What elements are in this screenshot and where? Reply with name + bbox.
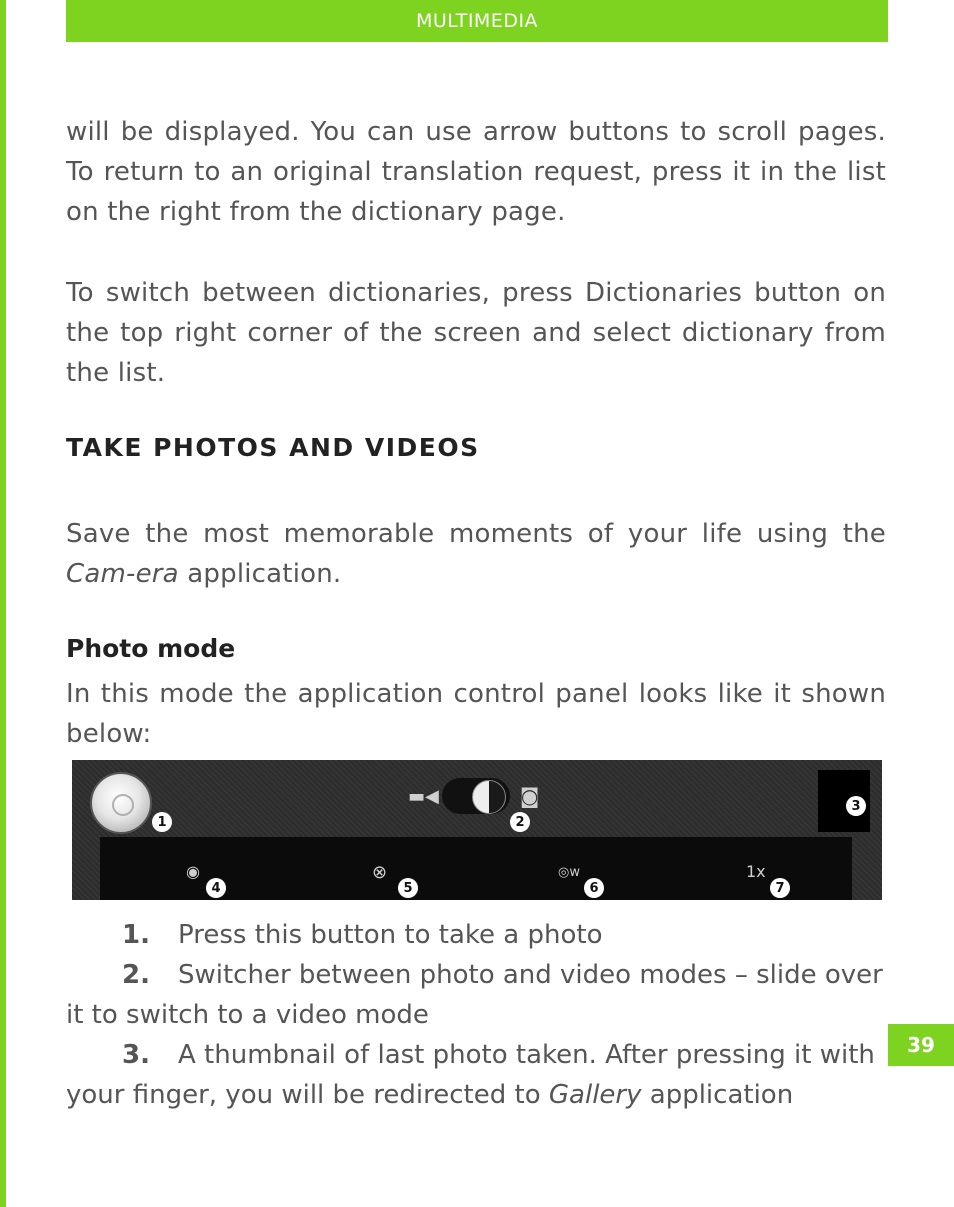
zoom-level-label: 1x bbox=[746, 862, 766, 881]
callout-badge-6: 6 bbox=[584, 878, 604, 898]
list-item-2-continuation: it to switch to a video mode bbox=[66, 1000, 429, 1030]
section-heading: TAKE PHOTOS AND VIDEOS bbox=[66, 433, 480, 462]
white-balance-icon: ◎w bbox=[558, 865, 580, 880]
list-text: Switcher between photo and video modes – slide over bbox=[178, 960, 883, 990]
callout-badge-2: 2 bbox=[510, 812, 530, 832]
list-text: A thumbnail of last photo taken. After pressing it with bbox=[178, 1040, 875, 1070]
continuation-after: application bbox=[641, 1080, 794, 1110]
intro-text-after: application. bbox=[178, 559, 342, 589]
paragraph-camera-intro bbox=[66, 514, 886, 594]
intro-text-before: Save the most memorable moments of your life using the bbox=[66, 519, 886, 549]
camera-app-name: Cam-era bbox=[66, 559, 179, 589]
paragraph-dictionary-scroll: will be displayed. You can use arrow buttons to scroll pages. To return to an original translation request, press it in the list on the right from the dictionary page. bbox=[66, 117, 886, 227]
list-text: Press this button to take a photo bbox=[178, 920, 603, 950]
callout-badge-4: 4 bbox=[206, 878, 226, 898]
gallery-app-name: Gallery bbox=[548, 1080, 642, 1110]
shutter-button-icon bbox=[90, 772, 152, 834]
paragraph-switch-dictionaries: To switch between dictionaries, press Dictionaries button on the top right corner of the screen and select dictionary from the list. bbox=[66, 278, 886, 388]
callout-badge-7: 7 bbox=[770, 878, 790, 898]
list-number: 3. bbox=[122, 1040, 150, 1070]
switcher-knob bbox=[472, 780, 506, 814]
list-number: 2. bbox=[122, 960, 150, 990]
callout-badge-5: 5 bbox=[398, 878, 418, 898]
page-number: 39 bbox=[907, 1033, 935, 1057]
camera-control-panel-image bbox=[72, 760, 882, 900]
settings-icon: ◉ bbox=[186, 862, 200, 881]
section-title: MULTIMEDIA bbox=[415, 10, 539, 32]
photo-mode-title: Photo mode bbox=[66, 634, 236, 663]
list-item-3-continuation bbox=[66, 1075, 793, 1115]
list-number: 1. bbox=[122, 920, 150, 950]
page-number-tab bbox=[888, 1024, 954, 1066]
video-camera-icon: ▬◀ bbox=[408, 786, 439, 807]
mode-switcher-icon bbox=[442, 778, 510, 814]
photo-camera-icon: ◙ bbox=[520, 784, 540, 808]
photo-mode-description: In this mode the application control panel looks like it shown below: bbox=[66, 679, 886, 749]
callout-badge-1: 1 bbox=[152, 812, 172, 832]
left-accent-bar bbox=[0, 0, 6, 1207]
section-header bbox=[66, 0, 888, 42]
callout-badge-3: 3 bbox=[846, 796, 866, 816]
continuation-before: your finger, you will be redirected to bbox=[66, 1080, 549, 1110]
focus-target-icon: ⊗ bbox=[372, 862, 388, 883]
